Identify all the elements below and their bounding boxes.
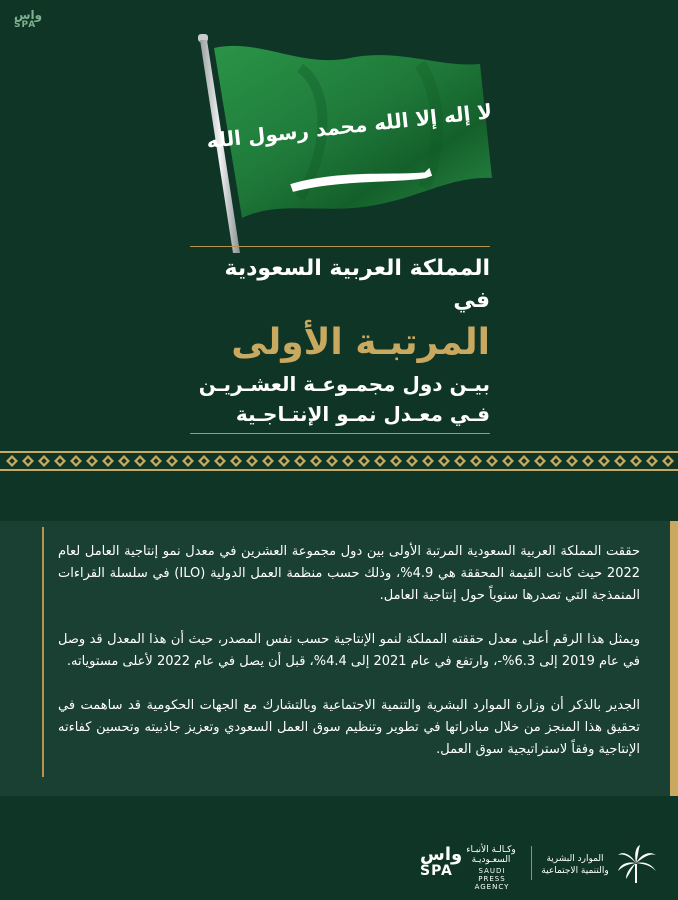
paragraph-1: حققت المملكة العربية السعودية المرتبة الأولى بين دول مجموعة العشرين في معدل نمو إنتاجية العامل لعام 2022 حيث كانت القيمة المحققة هي 4.9%، وذلك حسب منظمة العمل الدولية (ILO) في سلسلة القراءات المنمذجة التي تصدرها سنوياً حول إنتاجية العامل.	[58, 544, 641, 603]
flag-inscription: لا إله إلا الله محمد رسول الله	[205, 99, 494, 153]
title-bottom-rule	[190, 433, 490, 434]
body-accent-line	[42, 527, 44, 777]
decorative-pattern-band	[0, 451, 678, 471]
saudi-flag-illustration	[180, 28, 500, 258]
body-gold-edge	[670, 521, 678, 796]
ministry-name-line-1: الموارد البشرية	[546, 854, 604, 864]
spa-arabic-name: وكـالـة الأنبـاء السعـوديـة	[466, 845, 516, 865]
spa-footer-logo	[420, 844, 520, 891]
spa-mark-arabic: واس	[420, 844, 463, 865]
title-line-2: المرتبـة الأولى	[231, 322, 490, 363]
paragraph-2: ويمثل هذا الرقم أعلى معدل حققته المملكة لنمو الإنتاجية حسب نفس المصدر، حيث أن هذا المعدل قد وصل في عام 2019 إلى 6.3%-، وارتفع في عام 2021 إلى 4.4%، قبل أن يصل في عام 2022 لأعلى مستوياته.	[58, 632, 640, 669]
spa-mark	[420, 844, 463, 879]
ministry-name-line-2: والتنمية الاجتماعية	[541, 866, 609, 876]
paragraph-3: الجدير بالذكر أن وزارة الموارد البشرية والتنمية الاجتماعية وبالتشارك مع الجهات الحكومية قد ساهمت في تحقيق هذا المنجز من خلال مبادراتها في تطوير وتنظيم سوق العمل السعودي وتعزيز جاذبيته وتحسين كفاءته الإنتاجية وفقاً لاستراتيجية سوق العمل.	[58, 698, 640, 757]
title-top-rule	[190, 246, 490, 247]
spa-mark-glyph: واس	[14, 8, 43, 22]
title-line-1: المملكة العربية السعودية في	[224, 256, 490, 313]
pattern-icon	[0, 451, 678, 471]
spa-mark-latin: SPA	[420, 863, 453, 879]
ministry-name	[540, 853, 610, 877]
title-line-3: بيـن دول مجمـوعـة العشـريـن	[198, 372, 490, 396]
ministry-logo	[540, 845, 660, 885]
spa-english-name: SAUDI PRESS AGENCY	[474, 867, 510, 891]
body-text	[58, 541, 640, 783]
spa-logo-top	[14, 10, 42, 30]
palm-icon	[616, 843, 658, 885]
title-line-4: فـي معـدل نمـو الإنتـاجـية	[235, 402, 490, 426]
title-block	[190, 246, 490, 434]
spa-logo-top-text: SPA	[14, 20, 37, 30]
flag-icon	[180, 28, 500, 258]
footer-divider	[531, 846, 532, 880]
